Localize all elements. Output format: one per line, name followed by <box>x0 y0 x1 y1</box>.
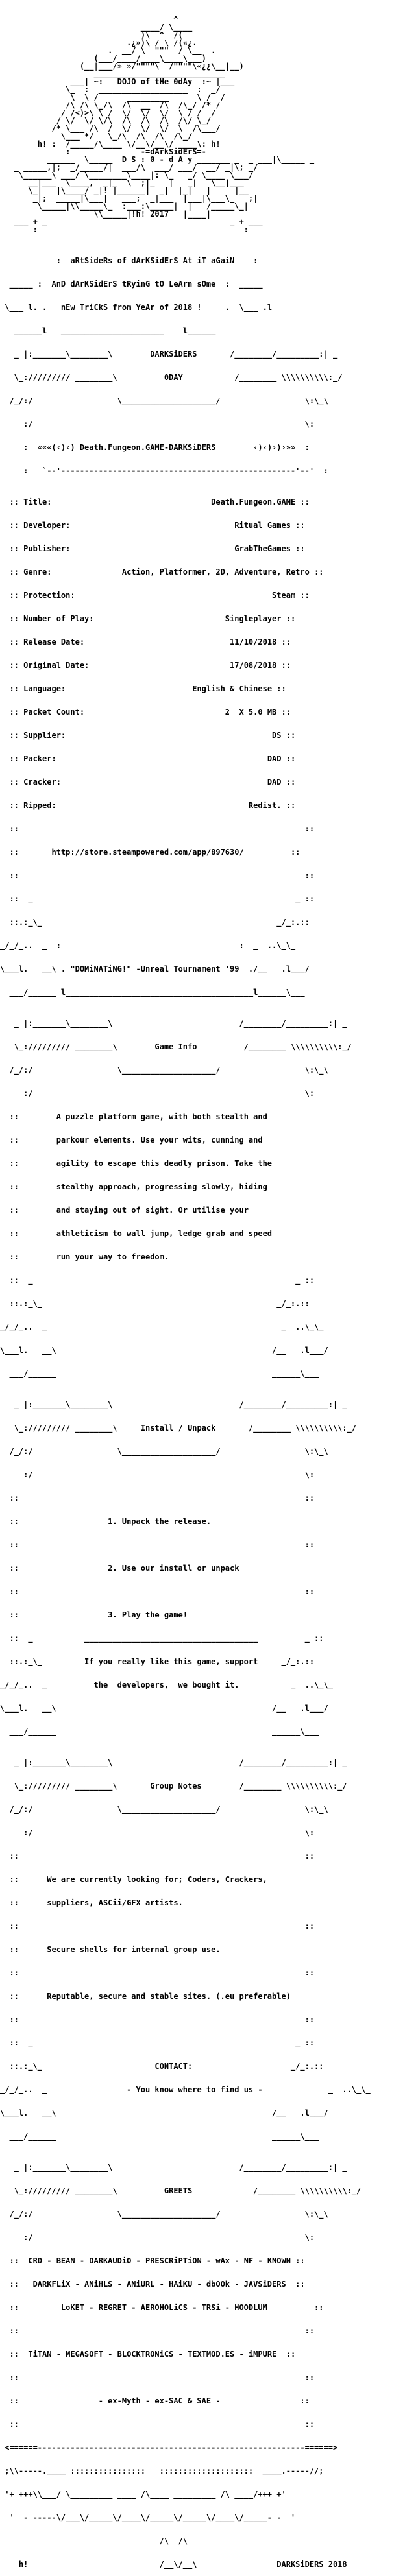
section-greets-bottom: /_/:/ \____________________/ \:\_\ <box>0 2210 328 2219</box>
developer-label: Developer: <box>23 521 71 530</box>
spacer: :/ \: <box>0 2233 315 2242</box>
game-info-text-3: agility to escape this deadly prison. Take the <box>56 1159 273 1168</box>
info-release-date-row: :: Release Date: 11/10/2018 :: <box>0 638 291 647</box>
spacer: :: :: <box>0 1922 315 1931</box>
header-art-line-28: : : <box>0 225 249 234</box>
header-art-line-7: (__|___/» »/""""\ /""""\«¿¿\__|__) <box>0 62 244 71</box>
notes-title: Group Notes <box>150 1782 202 1791</box>
game-info-text-1: A puzzle platform game, with both stealth and <box>56 1112 267 1121</box>
notes-text-3: Secure shells for internal group use. <box>47 1945 221 1954</box>
banner-top: ______l ______________________ l______ <box>0 326 216 335</box>
support-text-2: the developers, we bought it. <box>93 1680 239 1689</box>
spacer: :: :: <box>0 2420 315 2429</box>
intro-line-2: _____ : AnD dArKSidErS tRyinG tO LeArn sOme : _____ <box>0 280 263 289</box>
install-step-2: 2. Use our install or unpack <box>108 1564 239 1573</box>
support-text-1: If you really like this game, support <box>84 1657 258 1666</box>
release-name-underline: : `--'--------------------------------------------------'--' : <box>0 466 328 475</box>
divider: :: _ _ :: <box>0 894 315 903</box>
contact-title: CONTACT: <box>154 2062 193 2071</box>
footer-border-1: <======---------------------------------------------------------======> <box>0 2443 338 2452</box>
supplier-value: DS <box>272 731 282 740</box>
header-art-line-2: ____/ \____ <box>0 23 193 32</box>
header-art-line-26: \\_____|!h! 2017 |____| <box>0 209 212 219</box>
section-greets-title-row: \_:///////// ________\ GREETS /________ \\\\\\\\\\:_/ <box>0 2186 362 2195</box>
game-info-line-3: :: agility to escape this deadly prison. Take the <box>0 1159 273 1168</box>
divider: _/_/_.. _ : : _ ..\_\_ <box>0 941 296 950</box>
install-title: Install / Unpack <box>140 1424 216 1433</box>
header-art-line-13: / /<)>\ \ / \/ \/ \/ \ / / / <box>0 108 216 117</box>
footer-right-tag: DARKSiDERS 2018 <box>276 2560 347 2569</box>
header-art-line-18: : -=dArkSidErS=- <box>0 147 206 156</box>
header-art-line-10: \_ : ___________________ : _/ <box>0 85 221 94</box>
game-info-text-4: stealthy approach, progressing slowly, hiding <box>56 1182 267 1191</box>
quote-text: "DOMiNATiNG!" -Unreal Tournament '99 <box>70 964 239 973</box>
notes-text-2: suppliers, ASCii/GFX artists. <box>47 1898 183 1907</box>
install-step-1: 1. Unpack the release. <box>108 1517 212 1526</box>
spacer: :: :: <box>0 1968 315 1977</box>
footer-left-tag: h! <box>18 2560 29 2569</box>
players-value: Singleplayer <box>225 614 282 623</box>
header-art-line-1: ^ <box>0 15 178 24</box>
greets-line-2-row: :: DARKFLiX - ANiHLS - ANiURL - HAiKU - dbOOk - JAVSiDERS :: <box>0 2280 305 2289</box>
spacer: :: :: <box>0 2373 315 2382</box>
contact-text: - You know where to find us - <box>127 2085 263 2094</box>
footer-border-4: ' - -----\/___\/_____\/____\/_____\/_____\/____\/_____- - ' <box>0 2513 296 2522</box>
notes-text-4: Reputable, secure and stable sites. (.eu preferable) <box>47 1992 291 2001</box>
game-info-title: Game Info <box>154 1042 197 1051</box>
section-notes-bottom: /_/:/ \____________________/ \:\_\ <box>0 1805 328 1814</box>
protection-label: Protection: <box>23 591 75 600</box>
header-art-line-12: /\ /\ \_/\ /\ __ /\ /\_/ /* / <box>0 101 221 110</box>
footer-border-2: ;\\-----.____ :::::::::::::::: :::::::::::::::::::: ____.-----//; <box>0 2466 324 2475</box>
footer-border-3: '+ +++\\___/ \_________ ____ /\____ _________ /\ ____/+++ +' <box>0 2490 286 2499</box>
greets-line-5-row: :: - ex-Myth - ex-SAC & SAE - :: <box>0 2396 310 2405</box>
title-value: Death.Fungeon.GAME <box>211 497 296 507</box>
header-art-line-17: h! : /_____/\____ \/__\/__\/ ____\: h! <box>0 139 221 149</box>
language-value: English & Chinese <box>192 684 273 693</box>
supplier-label: Supplier: <box>23 731 66 740</box>
info-ripped-row: :: Ripped: Redist. :: <box>0 801 296 810</box>
banner-group: DARKSiDERS <box>150 350 197 359</box>
publisher-value: GrabTheGames <box>234 544 291 553</box>
game-info-text-2: parkour elements. Use your wits, cunning and <box>56 1136 263 1145</box>
divider: ___/______ l________________________________________l______\___ <box>0 988 305 997</box>
footer-border-5: /\ /\ <box>0 2536 188 2546</box>
divider: :: _ _____________________________________ _ :: <box>0 1634 324 1643</box>
install-step-2-row: :: 2. Use our install or unpack <box>0 1564 239 1573</box>
game-info-line-6: :: athleticism to wall jump, ledge grab and speed <box>0 1229 273 1238</box>
section-greets-top: _ |:_______\________\ /________/_________:| _ <box>0 2163 347 2172</box>
divider: ::.:_\_ _/_:.:: <box>0 918 310 927</box>
greets-text-4: TiTAN - MEGASOFT - BLOCKTRONiCS - TEXTMOD.ES - iMPURE <box>28 2350 277 2359</box>
divider: ::.:_\_ _/_:.:: <box>0 1299 310 1308</box>
greets-line-1-row: :: CRD - BEAN - DARKAUDiO - PRESCRiPTiON - wAx - NF - KNOWN :: <box>0 2256 305 2265</box>
divider: \___l. __\ /__ .l___/ <box>0 2108 328 2117</box>
players-label: Number of Play: <box>23 614 94 623</box>
spacer: :: :: <box>0 1587 315 1596</box>
genre-value: Action, Platformer, 2D, Adventure, Retro <box>121 567 310 577</box>
release-name: Death.Fungeon.GAME-DARKSiDERS <box>79 443 216 452</box>
header-art-line-19: ______ \_____ D S : 0 - d A y _______ _ _ ___|\_____ _ <box>0 155 315 164</box>
header-art-line-23: \_| |\____/ _|! |______| _| |_| | |__ <box>0 186 249 195</box>
section-game-info-bottom: /_/:/ \____________________/ \:\_\ <box>0 1066 328 1075</box>
section-install-bottom: /_/:/ \____________________/ \:\_\ <box>0 1447 328 1456</box>
ripped-value: Redist. <box>248 801 282 810</box>
info-language-row: :: Language: English & Chinese :: <box>0 684 286 693</box>
spacer: :/ \: <box>0 1089 315 1098</box>
info-packer-row: :: Packer: DAD :: <box>0 754 296 763</box>
header-art-line-21: \______\ ___/ \________\____|: \_ _/ \____ \___/ <box>0 171 254 180</box>
header-ascii-art <box>0 16 405 233</box>
protection-value: Steam <box>272 591 296 600</box>
header-art-line-27: ___ + _ _ + ___ <box>0 217 263 226</box>
greets-line-4-row: :: TiTAN - MEGASOFT - BLOCKTRONiCS - TEXTMOD.ES - iMPURE :: <box>0 2350 296 2359</box>
install-step-3-row: :: 3. Play the game! <box>0 1610 188 1619</box>
game-info-text-5: and staying out of sight. Or utilise your <box>56 1206 249 1215</box>
install-step-1-row: :: 1. Unpack the release. <box>0 1517 212 1526</box>
info-developer-row: :: Developer: Ritual Games :: <box>0 521 305 530</box>
section-game-info-top: _ |:_______\________\ /________/_________:| _ <box>0 1019 347 1028</box>
support-line-2-row: _/_/_.. _ the developers, we bought it. _ ..\_\_ <box>0 1680 333 1689</box>
contact-title-row: ::.:_\_ CONTACT: _/_:.:: <box>0 2062 324 2071</box>
release-name-line: : «««(‹)‹) Death.Fungeon.GAME-DARKSiDERS ‹)‹)›)›»» : <box>0 443 310 452</box>
header-art-line-22: __|___ \____, _|_ \ ;|_ | _| \__|___ <box>0 178 244 187</box>
info-publisher-row: :: Publisher: GrabTheGames :: <box>0 544 305 553</box>
info-original-date-row: :: Original Date: 17/08/2018 :: <box>0 661 291 670</box>
contact-line-row: _/_/_.. _ - You know where to find us - _ ..\_\_ <box>0 2085 371 2094</box>
section-notes-title-row: \_:///////// ________\ Group Notes /________ \\\\\\\\\\:_/ <box>0 1782 347 1791</box>
spacer: :: :: <box>0 1540 315 1549</box>
banner-sub: 0DAY <box>164 373 183 382</box>
footer-row: h! /__\/__\ DARKSiDERS 2018 <box>18 2560 347 2569</box>
intro-line-1: : aRtSideRs of dArKSidErS At iT aGaiN : <box>0 256 258 265</box>
divider: ___/______ ______\___ <box>0 1727 319 1736</box>
section-install-top: _ |:_______\________\ /________/_________:| _ <box>0 1400 347 1409</box>
support-line-1-row: ::.:_\_ If you really like this game, support _/_:.:: <box>0 1657 315 1666</box>
game-info-line-2: :: parkour elements. Use your wits, cunning and <box>0 1136 263 1145</box>
game-info-text-7: run your way to freedom. <box>56 1252 169 1261</box>
greets-text-5: - ex-Myth - ex-SAC & SAE - <box>98 2396 221 2405</box>
notes-line-3-row: :: Secure shells for internal group use. <box>0 1945 221 1954</box>
greets-line-3-row: :: LoKET - REGRET - AEROHOLiCS - TRSi - HOODLUM :: <box>0 2303 324 2312</box>
packer-value: DAD <box>267 754 282 763</box>
quote-row: \___l. __\ . "DOMiNATiNG!" -Unreal Tournament '99 ./__ .l___/ <box>0 964 310 973</box>
game-info-line-7: :: run your way to freedom. <box>0 1252 169 1261</box>
packet-label: Packet Count: <box>23 708 85 717</box>
title-label: Title: <box>23 497 52 507</box>
divider: ___/______ ______\___ <box>0 2132 319 2141</box>
info-protection-row: :: Protection: Steam :: <box>0 591 310 600</box>
intro-text-2: AnD dArKSidErS tRyinG tO LeArn sOme <box>51 280 216 289</box>
packet-value: 2 X 5.0 MB <box>225 708 277 717</box>
info-packet-row: :: Packet Count: 2 X 5.0 MB :: <box>0 708 291 717</box>
header-art-line-9: ___| ~: DOJO of tHe 0dAy :~ |___ <box>0 77 235 86</box>
publisher-label: Publisher: <box>23 544 71 553</box>
divider: :: _ _ :: <box>0 2038 315 2047</box>
game-info-line-1: :: A puzzle platform game, with both stealth and <box>0 1112 267 1121</box>
original-date-value: 17/08/2018 <box>230 661 277 670</box>
info-players-row: :: Number of Play: Singleplayer :: <box>0 614 296 623</box>
game-info-text-6: athleticism to wall jump, ledge grab and speed <box>56 1229 273 1238</box>
divider: :: _ _ :: <box>0 1276 315 1285</box>
info-supplier-row: :: Supplier: DS :: <box>0 731 296 740</box>
spacer: :/ \: <box>0 420 315 429</box>
game-info-line-5: :: and staying out of sight. Or utilise your <box>0 1206 249 1215</box>
section-install-title-row: \_:///////// ________\ Install / Unpack /________ \\\\\\\\\\:_/ <box>0 1424 357 1433</box>
header-art-line-25: \_____|\\_____\_ :___:\_____| | /_____\_| <box>0 202 249 211</box>
genre-label: Genre: <box>23 567 52 577</box>
spacer: :/ \: <box>0 1470 315 1479</box>
intro-text-1: aRtSideRs of dArKSidErS At iT aGaiN <box>70 256 235 265</box>
section-notes-top: _ |:_______\________\ /________/_________:| _ <box>0 1758 347 1767</box>
cracker-value: DAD <box>267 778 282 787</box>
greets-title: GREETS <box>164 2186 193 2195</box>
banner-sub-line: \_:///////// ________\ 0DAY /________ \\\\\\\\\\:_/ <box>0 373 343 382</box>
install-step-3: 3. Play the game! <box>108 1610 188 1619</box>
release-date-label: Release Date: <box>23 638 85 647</box>
divider: \___l. __\ /__ .l___/ <box>0 1704 328 1713</box>
notes-line-2-row: :: suppliers, ASCii/GFX artists. <box>0 1898 183 1907</box>
header-art-line-11: \ \ / _________ \ / / <box>0 93 225 102</box>
greets-text-1: CRD - BEAN - DARKAUDiO - PRESCRiPTiON - wAx - NF - KNOWN <box>28 2256 291 2265</box>
header-art-line-4: .¿»)\ / \ /(«¿. <box>0 38 197 47</box>
developer-value: Ritual Games <box>234 521 291 530</box>
spacer: :: :: <box>0 824 315 833</box>
language-label: Language: <box>23 684 66 693</box>
spacer: :: :: <box>0 1494 315 1503</box>
game-info-line-4: :: stealthy approach, progressing slowly, hiding <box>0 1182 267 1191</box>
info-title-row: :: Title: Death.Fungeon.GAME :: <box>0 497 310 507</box>
divider: ___/______ ______\___ <box>0 1369 319 1378</box>
greets-text-3: LoKET - REGRET - AEROHOLiCS - TRSi - HOODLUM <box>60 2303 267 2312</box>
spacer: :: :: <box>0 2015 315 2024</box>
notes-line-1-row: :: We are currently looking for; Coders, Crackers, <box>0 1875 267 1884</box>
header-art-line-20: _ _____,|; _/_____/| ___/\ ___/ ___/ __/ _|\; _/ <box>0 163 258 172</box>
header-art-line-16: \___ */ \_/\ /\ /\ /\_/ <box>0 132 193 141</box>
spacer: :/ \: <box>0 1828 315 1837</box>
notes-text-1: We are currently looking for; Coders, Crackers, <box>47 1875 267 1884</box>
cracker-label: Cracker: <box>23 778 61 787</box>
section-game-info-title-row: \_:///////// ________\ Game Info /________ \\\\\\\\\\:_/ <box>0 1042 352 1051</box>
packer-label: Packer: <box>23 754 56 763</box>
url-row: :: http://store.steampowered.com/app/897630/ :: <box>0 848 301 857</box>
header-art-line-14: / \/ \/ \/\ /\ /\ /\ /\/ \_/ <box>0 116 212 125</box>
divider: _/_/_.. _ _ ..\_\_ <box>0 1322 324 1331</box>
info-cracker-row: :: Cracker: DAD :: <box>0 778 296 787</box>
spacer: :: :: <box>0 1852 315 1861</box>
header-art-line-3: )\ ^ /( <box>0 30 183 40</box>
ripped-label: Ripped: <box>23 801 56 810</box>
banner-group-line: _ |:_______\________\ DARKSiDERS /________/_________:| _ <box>0 350 338 359</box>
original-date-label: Original Date: <box>23 661 90 670</box>
notes-line-4-row: :: Reputable, secure and stable sites. (.eu preferable) <box>0 1992 291 2001</box>
header-art-line-24: _|; _____|\___| ___; _|___ |___|\___\_ ;| <box>0 194 258 203</box>
spacer: :: :: <box>0 871 315 880</box>
release-date-value: 11/10/2018 <box>230 638 277 647</box>
info-genre-row: :: Genre: Action, Platformer, 2D, Adventure, Retro :: <box>0 567 324 577</box>
intro-line-3: \___ l. . nEw TriCkS from YeAr of 2018 ! . \___ .l <box>0 303 273 312</box>
greets-text-2: DARKFLiX - ANiHLS - ANiURL - HAiKU - dbOOk - JAVSiDERS <box>32 2280 286 2289</box>
banner-bottom: /_/:/ \____________________/ \:\_\ <box>0 396 328 405</box>
header-art-line-5: . __/ \ """ / \__ . <box>0 46 216 55</box>
intro-text-3: nEw TriCkS from YeAr of 2018 ! <box>60 303 202 312</box>
header-art-line-8: ____________________________ <box>0 69 225 78</box>
store-url-link[interactable]: http://store.steampowered.com/app/897630/ <box>51 848 244 857</box>
spacer: :: :: <box>0 2326 315 2335</box>
header-art-line-6: (___/____/____\____\___) <box>0 54 206 63</box>
header-art-line-15: /* \___ /\ / \/ \/ \/ \ /\___/ <box>0 124 221 133</box>
divider: \___l. __\ /__ .l___/ <box>0 1346 328 1355</box>
